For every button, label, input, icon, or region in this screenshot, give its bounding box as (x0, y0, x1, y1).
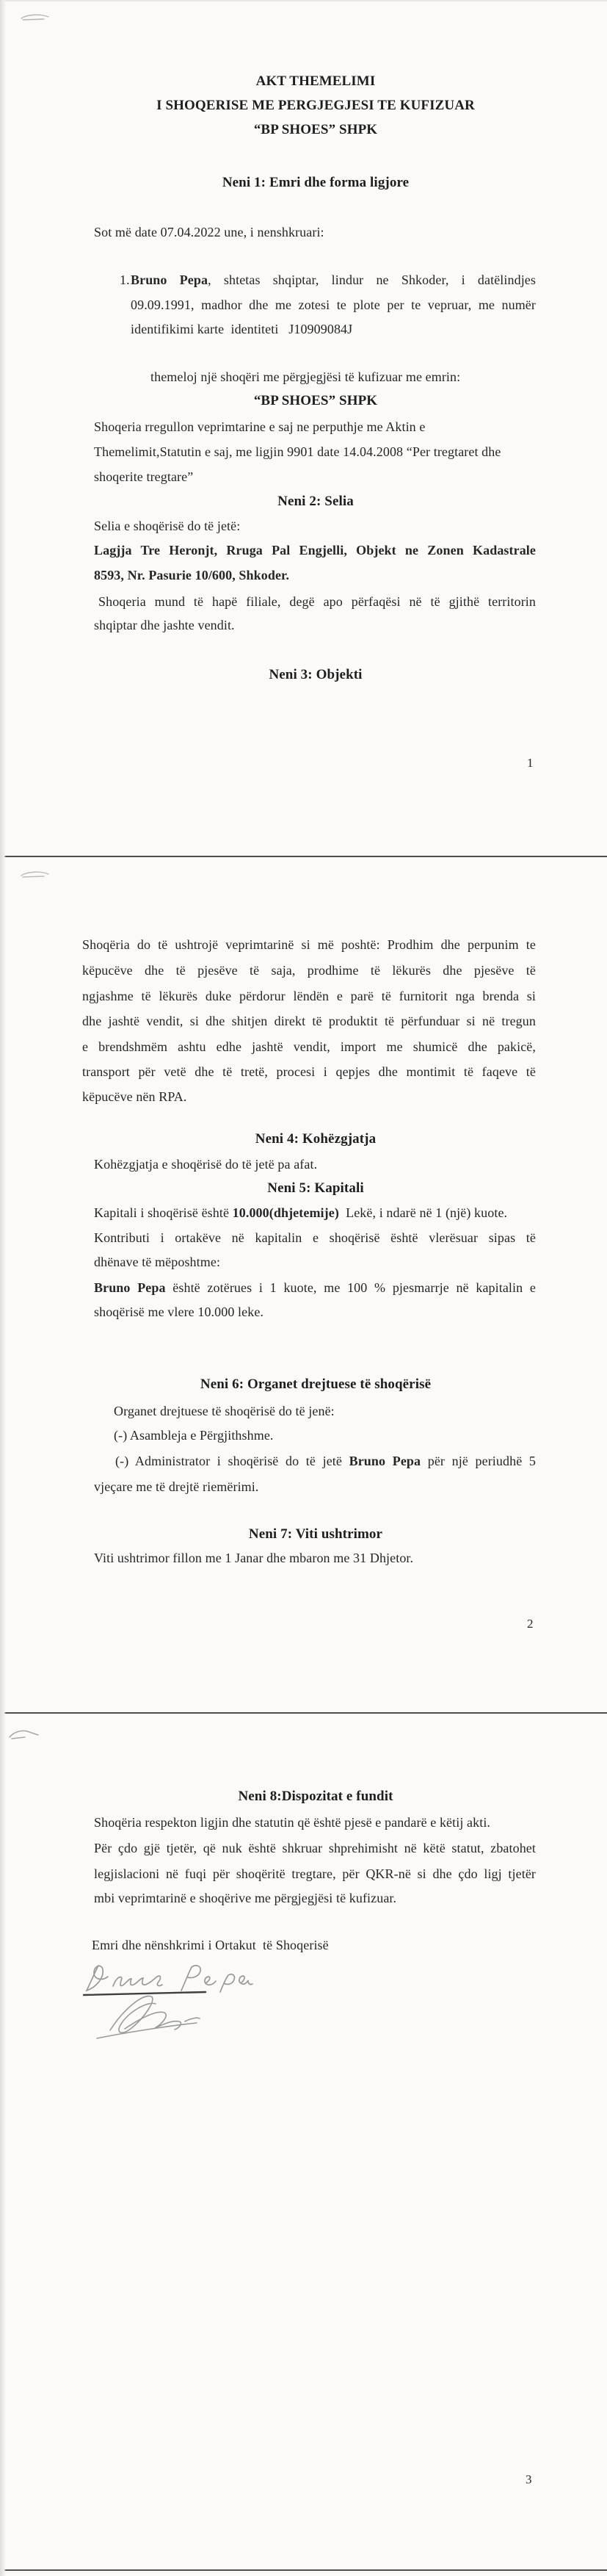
article-7-heading: Neni 7: Viti ushtrimor (248, 1526, 383, 1542)
admin-post: për një periudhë 5 (421, 1454, 537, 1468)
article-5-heading: Neni 5: Kapitali (267, 1180, 364, 1196)
contribution-line-1: Kontributi i ortakëve në kapitalin e shoqërisë është vlerësuar sipas të (94, 1230, 536, 1245)
object-paragraph-line: këpucëve nën RPA. (82, 1089, 187, 1104)
contribution-line-2: dhënave të mëposhtme: (94, 1255, 221, 1269)
article-2-heading: Neni 2: Selia (277, 494, 354, 509)
object-paragraph-line: këpucëve dhe të pjesëve të saja, prodhime të lëkurës dhe pjesëve të (82, 963, 536, 978)
final-line-4: mbi veprimtarinë e shoqërive me përgjegjësi të kufizuar. (94, 1891, 397, 1905)
duration-line: Kohëzgjatja e shoqërisë do të jetë pa afat. (94, 1157, 318, 1172)
object-paragraph-line: transport për vetë dhe të tretë, procesi i qepjes dhe montimit të faqeve të (82, 1064, 536, 1079)
address-line-2: 8593, Nr. Pasurie 10/600, Shkoder. (94, 568, 290, 582)
signature-scribble (97, 1996, 200, 2038)
object-paragraph-line: e brendshmëm ashtu edhe jashtë vendit, import me shumicë dhe pakicë, (82, 1039, 536, 1054)
admin-pre: (-) Administrator i shoqërisë do të jetë (115, 1454, 349, 1468)
administrator-line-2: vjeçare me të drejtë riemërimi. (94, 1479, 259, 1494)
organs-intro: Organet drejtuese të shoqërisë do të jenë: (114, 1404, 335, 1418)
doc-title-line-2: I SHOQERISE ME PERGJEGJESI TE KUFIZUAR (156, 98, 475, 113)
owner-name: Bruno Pepa (94, 1280, 166, 1295)
administrator-line-1 (115, 1448, 536, 1473)
capital-pre: Kapitali i shoqërisë është (94, 1205, 233, 1220)
object-paragraph-line: Shoqëria do të ushtrojë veprimtarinë si më poshtë: Prodhim dhe perpunim te (82, 937, 536, 952)
article-6-heading: Neni 6: Organet drejtuese të shoqërisë (200, 1377, 432, 1392)
law-line-2: Themelimit,Statutin e saj, me ligjin 9901 date 14.04.2008 “Per tregtaret dhe (94, 444, 501, 459)
fiscal-year-line: Viti ushtrimor fillon me 1 Janar dhe mbaron me 31 Dhjetor. (94, 1551, 414, 1565)
page-separator (0, 2569, 607, 2571)
doc-title-line-3: “BP SHOES” SHPK (253, 122, 378, 137)
scan-edge-left (0, 0, 6, 2576)
scan-edge-top (0, 0, 607, 1)
company-name: “BP SHOES” SHPK (253, 393, 378, 408)
founder-line-1-rest: , shtetas shqiptar, lindur ne Shkoder, i datëlindjes (208, 273, 536, 287)
capital-amount: 10.000(dhjetemije) (232, 1205, 339, 1220)
staple-mark (19, 869, 51, 881)
signature-label: Emri dhe nënshkrimi i Ortakut të Shoqerisë (92, 1938, 329, 1952)
page-number: 3 (526, 2472, 532, 2486)
founder-line-2: 09.09.1991, madhor dhe me zotesi te plote per te vepruar, me numër (131, 297, 536, 312)
doc-title-line-1: AKT THEMELIMI (255, 73, 376, 89)
owner-line-2: shoqërisë me vlere 10.000 leke. (94, 1305, 264, 1319)
law-line-1: Shoqeria rregullon veprimtarine e saj ne perputhje me Aktin e (94, 419, 426, 434)
founder-name: Bruno Pepa (131, 273, 208, 287)
founder-line-3: identifikimi karte identiteti J10909084J (131, 322, 353, 336)
staple-mark (7, 1728, 41, 1742)
article-1-heading: Neni 1: Emri dhe forma ligjore (222, 175, 410, 190)
list-marker: 1. (120, 273, 130, 287)
intro-line: Sot më date 07.04.2022 une, i nenshkruari: (94, 225, 324, 239)
object-paragraph-line: dhe jashtë vendit, si dhe shitjen direkt të produktit të përfunduar si në tregun (82, 1014, 536, 1028)
organs-item-1: (-) Asambleja e Përgjithshme. (114, 1428, 274, 1443)
address-line-1: Lagjja Tre Heronjt, Rruga Pal Engjelli, Objekt ne Zonen Kadastrale (94, 543, 536, 558)
article-4-heading: Neni 4: Kohëzgjatja (255, 1131, 377, 1147)
capital-line (94, 1200, 507, 1225)
final-line-3: legjislacioni në fuqi për shoqëritë tregtare, për QKR-në si dhe çdo ligj tjetër (94, 1866, 536, 1881)
law-line-3: shoqerite tregtare” (94, 469, 194, 484)
capital-post: Lekë, i ndarë në 1 (një) kuote. (338, 1205, 508, 1220)
admin-name: Bruno Pepa (349, 1454, 421, 1468)
article-3-heading: Neni 3: Objekti (269, 667, 363, 682)
seat-intro: Selia e shoqërisë do të jetë: (94, 519, 241, 533)
founder-line-1 (131, 267, 536, 292)
signature-underline (84, 1992, 206, 1995)
branches-line-2: shqiptar dhe jashte vendit. (94, 618, 235, 632)
final-line-2: Për çdo gjë tjetër, që nuk është shkruar shprehimisht në këtë statut, zbatohet (94, 1841, 536, 1855)
owner-line-1 (94, 1275, 536, 1300)
final-line-1: Shoqëria respekton ligjin dhe statutin që është pjesë e pandarë e këtij akti. (94, 1815, 491, 1830)
page-number: 1 (527, 756, 534, 770)
branches-line-1: Shoqeria mund të hapë filiale, degë apo përfaqësi në të gjithë territorin (98, 594, 536, 609)
article-8-heading: Neni 8:Dispozitat e fundit (238, 1789, 393, 1804)
owner-line-1-rest: është zotërues i 1 kuote, me 100 % pjesmarrje në kapitalin e (165, 1280, 536, 1295)
object-paragraph-line: ngjashme të lëkurës duke përdorur lëndën e parë të furnitorit nga brenda si (82, 989, 536, 1003)
signature-handwriting (82, 1957, 288, 2041)
staple-mark (19, 12, 51, 24)
founding-statement: themeloj një shoqëri me përgjegjësi të kufizuar me emrin: (150, 369, 461, 384)
page-number: 2 (527, 1617, 534, 1631)
